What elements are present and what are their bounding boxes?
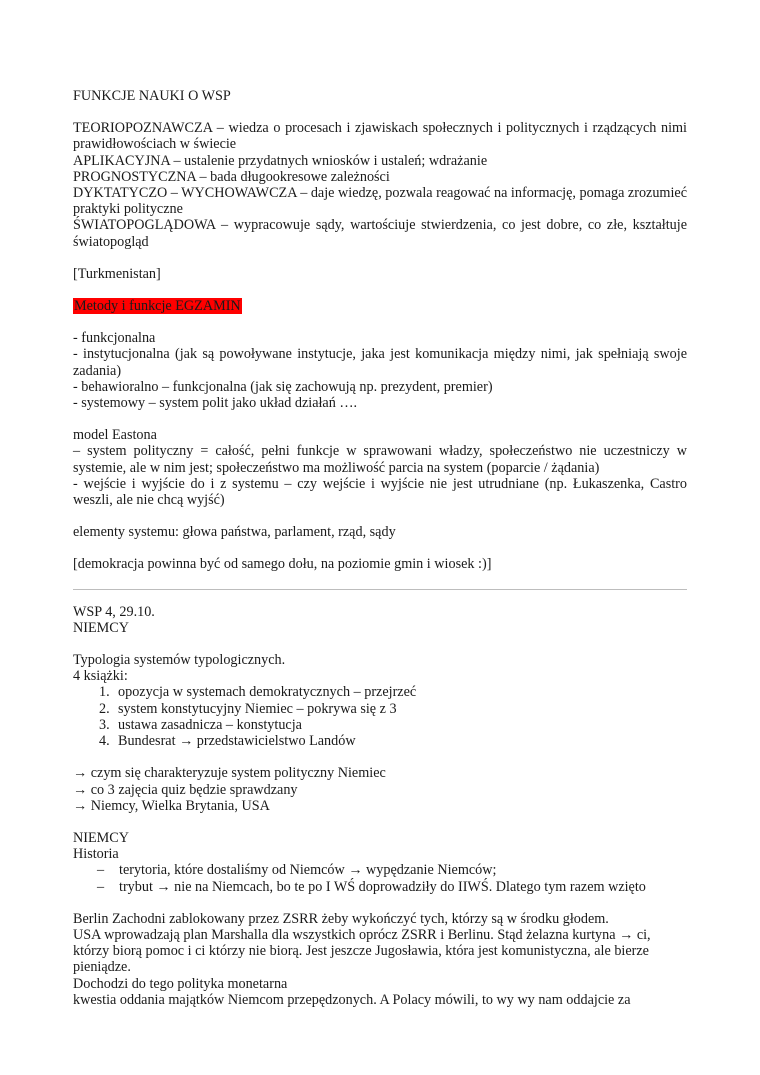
list-number: 4.	[99, 733, 110, 750]
paragraph: Dochodzi do tego polityka monetarna	[73, 975, 288, 992]
model-line: - wejście i wyjście do i z systemu – czy wejście i wyjście nie jest utrudniane (np. Łukaszenka, Castro weszli, ale nie chcą wyjść)	[73, 475, 687, 509]
note-turkmenistan: [Turkmenistan]	[73, 265, 161, 282]
arrow-line: → czym się charakteryzuje system polityczny Niemiec	[73, 765, 386, 782]
dash-bullet: –	[97, 862, 105, 879]
arrow-line: → co 3 zajęcia quiz będzie sprawdzany	[73, 781, 298, 798]
function-worldview: ŚWIATOPOGLĄDOWA – wypracowuje sądy, wartościuje stwierdzenia, co jest dobre, co złe, kształtuje światopogląd	[73, 217, 687, 250]
spacer	[73, 314, 687, 330]
list-item	[99, 733, 687, 749]
paragraph: kwestia oddania majątków Niemcom przepędzonych. A Polacy mówili, to wy wy nam oddajcie za	[73, 991, 631, 1008]
document-page	[73, 88, 687, 1008]
spacer	[73, 250, 687, 266]
function-applied: APLIKACYJNA – ustalenie przydatnych wniosków i ustaleń; wdrażanie	[73, 152, 488, 169]
list-item	[99, 684, 687, 700]
list-item	[97, 879, 687, 895]
method-item: - instytucjonalna (jak są powoływane instytucje, jaka jest komunikacja między nimi, jak spełniają swoje zadania)	[73, 346, 687, 379]
method-item: - behawioralno – funkcjonalna (jak się zachowują np. prezydent, premier)	[73, 378, 493, 395]
spacer	[73, 814, 687, 830]
section-divider	[73, 589, 687, 590]
list-item	[97, 862, 687, 878]
list-item	[99, 701, 687, 717]
list-text: Bundesrat → przedstawicielstwo Landów	[118, 733, 356, 750]
model-title: model Eastona	[73, 427, 157, 444]
list-text: terytoria, które dostaliśmy od Niemców → wypędzanie Niemców;	[119, 862, 497, 879]
lecture-country: NIEMCY	[73, 619, 129, 636]
spacer	[73, 540, 687, 556]
section-title: FUNKCJE NAUKI O WSP	[73, 88, 231, 104]
history-heading: Historia	[73, 846, 119, 863]
list-number: 2.	[99, 700, 110, 717]
function-prognostic: PROGNOSTYCZNA – bada długookresowe zależności	[73, 168, 390, 185]
history-list	[73, 862, 687, 894]
spacer	[73, 282, 687, 298]
lecture-date: WSP 4, 29.10.	[73, 603, 155, 620]
function-theoretical: TEORIOPOZNAWCZA – wiedza o procesach i zjawiskach społecznych i politycznych i rządzących nimi prawidłowościach w świecie	[73, 120, 687, 153]
books-label: 4 książki:	[73, 668, 128, 685]
paragraph: USA wprowadzają plan Marshalla dla wszystkich oprócz ZSRR i Berlinu. Stąd żelazna kurtyna → ci, którzy biorą pomoc i ci którzy nie biorą. Jest jeszcze Jugosławia, która jest komunistyczna, ale bierze pieniądze.	[73, 926, 651, 976]
list-item	[99, 717, 687, 733]
list-number: 3.	[99, 716, 110, 733]
exam-highlight-line	[73, 298, 687, 314]
democracy-note: [demokracja powinna być od samego dołu, na poziomie gmin i wiosek :)]	[73, 556, 492, 573]
dash-bullet: –	[97, 878, 105, 895]
list-text: opozycja w systemach demokratycznych – przejrzeć	[118, 684, 417, 701]
spacer	[73, 508, 687, 524]
typology-line: Typologia systemów typologicznych.	[73, 652, 286, 669]
system-elements: elementy systemu: głowa państwa, parlament, rząd, sądy	[73, 524, 396, 541]
country-heading: NIEMCY	[73, 829, 129, 846]
arrow-line: → Niemcy, Wielka Brytania, USA	[73, 797, 270, 814]
books-list	[73, 684, 687, 749]
spacer	[73, 636, 687, 652]
spacer	[73, 411, 687, 427]
exam-highlight: Metody i funkcje EGZAMIN	[74, 298, 241, 315]
spacer	[73, 104, 687, 120]
list-text: ustawa zasadnicza – konstytucja	[118, 716, 302, 733]
list-text: trybut → nie na Niemcach, bo te po I WŚ doprowadziły do IIWŚ. Dlatego tym razem wzięto	[119, 878, 646, 895]
method-item: - systemowy – system polit jako układ działań ….	[73, 395, 358, 412]
spacer	[73, 749, 687, 765]
function-didactic: DYKTATYCZO – WYCHOWAWCZA – daje wiedzę, pozwala reagować na informację, pomaga zrozumieć praktyki polityczne	[73, 185, 688, 218]
list-number: 1.	[99, 684, 110, 701]
model-line: – system polityczny = całość, pełni funkcje w sprawowani władzy, społeczeństwo nie uczestniczy w systemie, ale w nim jest; społeczeństwo ma możliwość parcia na system (poparcie / żądania)	[73, 443, 687, 476]
paragraph: Berlin Zachodni zablokowany przez ZSRR żeby wykończyć tych, którzy są w środku głodem.	[73, 910, 609, 927]
spacer	[73, 895, 687, 911]
method-item: - funkcjonalna	[73, 330, 156, 347]
list-text: system konstytucyjny Niemiec – pokrywa się z 3	[118, 700, 397, 717]
